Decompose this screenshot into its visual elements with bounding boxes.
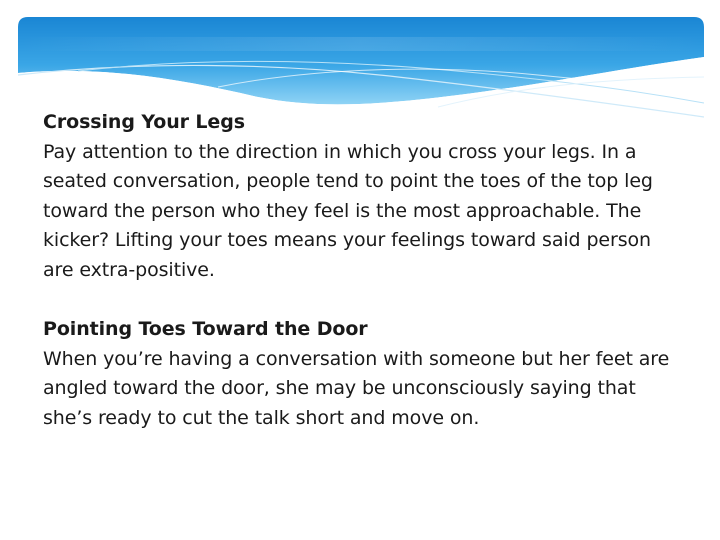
section-heading: Crossing Your Legs [43,111,245,133]
section-body: Pay attention to the direction in which you cross your legs. In a seated conversation, people tend to point the toes of the top leg toward the person who they feel is the most approachable. The kicker? Lifting your toes means your feelings toward said person are extra-positive. [43,140,653,281]
section-toes-toward-door [43,315,683,433]
section-heading: Pointing Toes Toward the Door [43,318,368,340]
section-body: When you’re having a conversation with someone but her feet are angled toward the door, she may be unconsciously saying that she’s ready to cut the talk short and move on. [43,347,670,429]
slide-content [43,108,683,433]
section-crossing-legs [43,108,683,285]
